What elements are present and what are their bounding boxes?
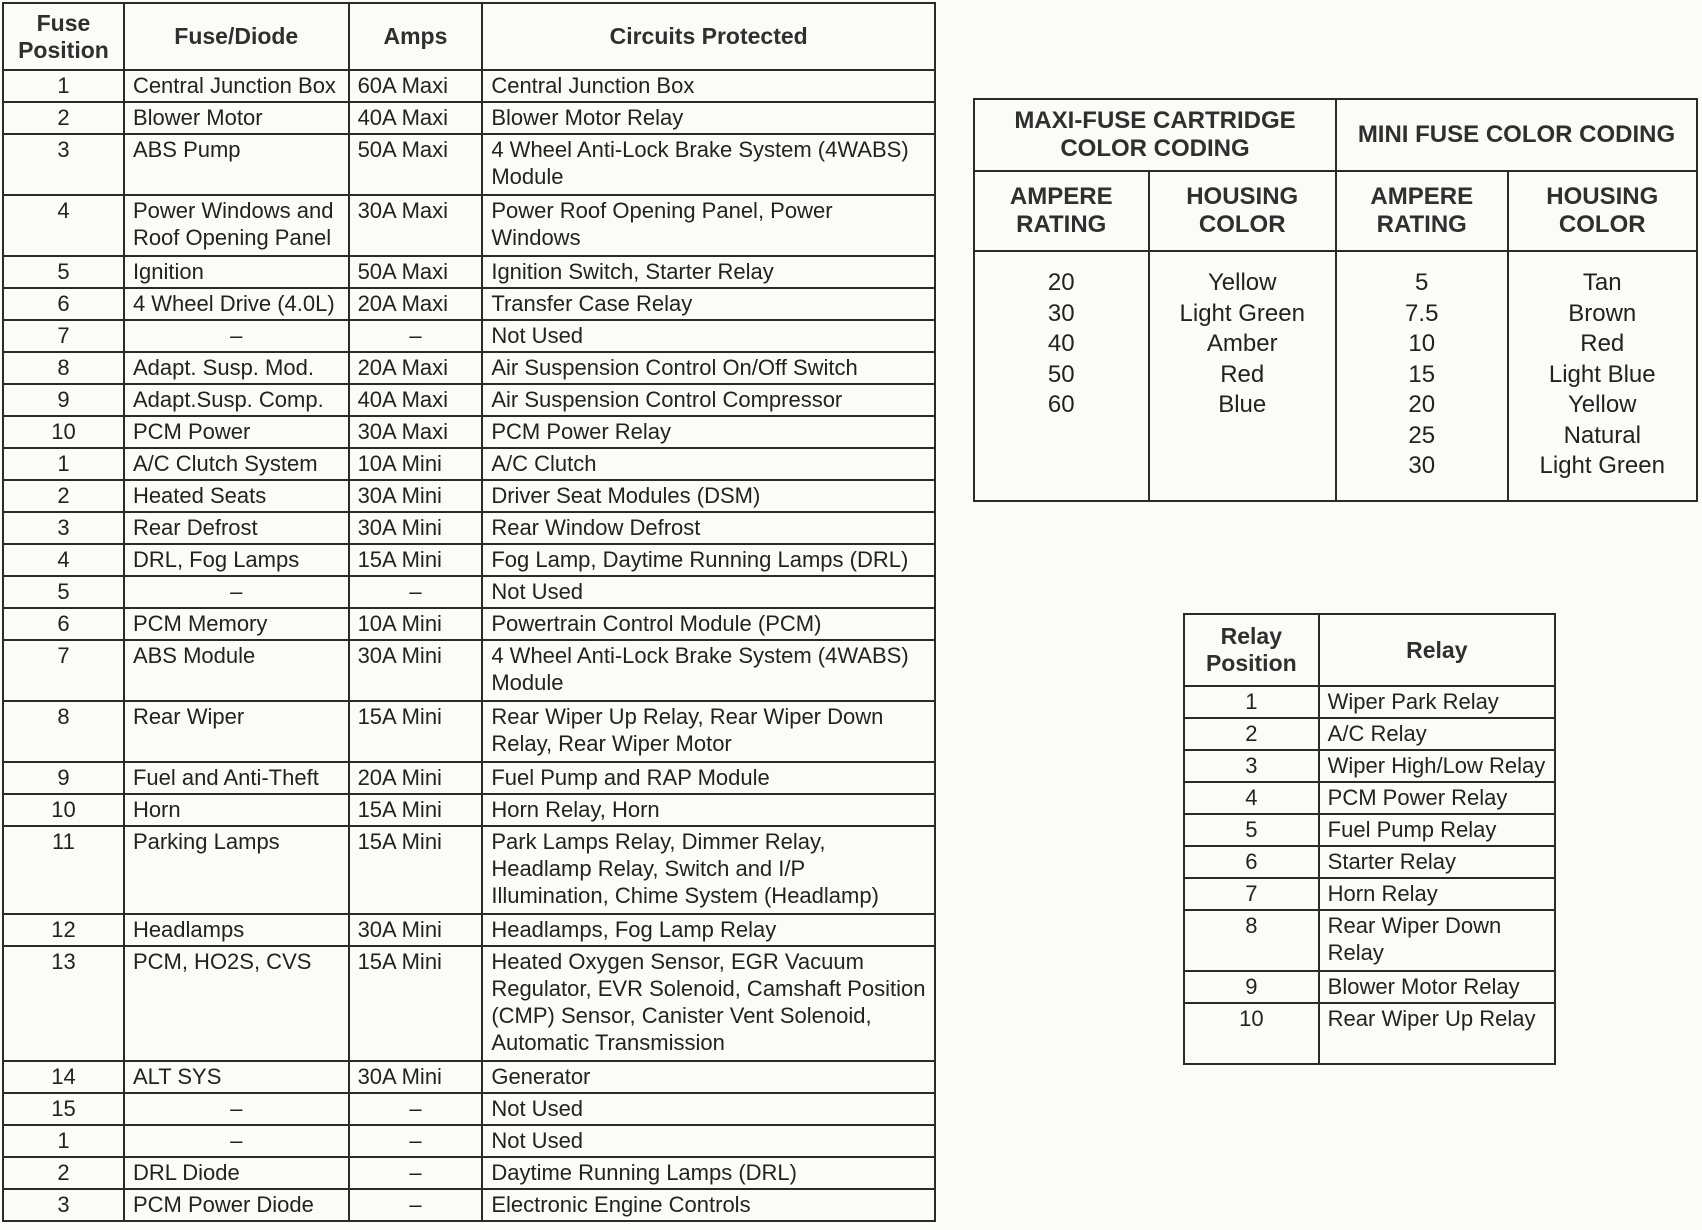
fuse-row [3, 946, 935, 1061]
relay-name-cell: PCM Power Relay [1319, 782, 1555, 814]
fuse-amps-cell: – [349, 1189, 483, 1221]
relay-position-cell: 5 [1184, 814, 1319, 846]
fuse-amps-cell: – [349, 1157, 483, 1189]
fuse-name-cell: – [124, 1093, 349, 1125]
fuse-position-cell: 1 [3, 70, 124, 102]
circuits-protected-cell: Electronic Engine Controls [482, 1189, 935, 1221]
fuse-amps-cell: – [349, 1093, 483, 1125]
mini-rating-value: 5 [1415, 269, 1429, 296]
fuse-position-cell: 9 [3, 384, 124, 416]
fuse-amps-cell: 15A Mini [349, 826, 483, 914]
color-coding-values-row [974, 251, 1697, 501]
relay-name-cell: Rear Wiper Down Relay [1319, 910, 1555, 971]
fuse-name-cell: DRL Diode [124, 1157, 349, 1189]
mini-color-value: Light Blue [1548, 360, 1656, 388]
fuse-row [3, 256, 935, 288]
fuse-name-cell: PCM, HO2S, CVS [124, 946, 349, 1061]
circuits-protected-cell: Air Suspension Control Compressor [482, 384, 935, 416]
fuse-position-cell: 7 [3, 640, 124, 701]
fuse-amps-cell: 15A Mini [349, 544, 483, 576]
maxi-housing-line2: COLOR [1198, 211, 1286, 238]
fuse-position-cell: 2 [3, 480, 124, 512]
fuse-name-cell: Heated Seats [124, 480, 349, 512]
relay-row [1184, 718, 1555, 750]
maxi-fuse-title [974, 99, 1336, 171]
mini-rating-value: 30 [1408, 452, 1436, 479]
fuse-amps-cell: 30A Mini [349, 640, 483, 701]
fuse-name-cell: Blower Motor [124, 102, 349, 134]
fuse-amps-cell: 30A Maxi [349, 195, 483, 256]
fuse-row [3, 1093, 935, 1125]
fuse-row [3, 416, 935, 448]
circuits-protected-cell: Ignition Switch, Starter Relay [482, 256, 935, 288]
maxi-color-value: Amber [1206, 330, 1278, 357]
circuits-protected-cell: Powertrain Control Module (PCM) [482, 608, 935, 640]
fuse-row [3, 1061, 935, 1093]
fuse-name-cell: Headlamps [124, 914, 349, 946]
fuse-position-cell: 3 [3, 134, 124, 195]
fuse-amps-cell: 15A Mini [349, 794, 483, 826]
maxi-fuse-title-line1: MAXI-FUSE CARTRIDGE [1014, 107, 1296, 134]
fuse-row [3, 762, 935, 794]
fuse-name-cell: – [124, 576, 349, 608]
header-fuse-diode: Fuse/Diode [124, 3, 349, 70]
fuse-amps-cell: 40A Maxi [349, 384, 483, 416]
mini-housing-line1: HOUSING [1546, 183, 1659, 210]
relay-name-cell: Wiper High/Low Relay [1319, 750, 1555, 782]
relay-name-cell: Horn Relay [1319, 878, 1555, 910]
fuse-amps-cell: 50A Maxi [349, 256, 483, 288]
circuits-protected-cell: Rear Wiper Up Relay, Rear Wiper Down Relay, Rear Wiper Motor [482, 701, 935, 762]
mini-housing-header [1508, 171, 1698, 251]
circuits-protected-cell: A/C Clutch [482, 448, 935, 480]
header-amps: Amps [349, 3, 483, 70]
circuits-protected-cell: Central Junction Box [482, 70, 935, 102]
fuse-name-cell: Rear Defrost [124, 512, 349, 544]
relay-position-cell: 8 [1184, 910, 1319, 971]
fuse-row [3, 826, 935, 914]
fuse-position-cell: 8 [3, 701, 124, 762]
mini-ampere-line1: AMPERE [1370, 183, 1474, 210]
fuse-amps-cell: 50A Maxi [349, 134, 483, 195]
maxi-rating-value: 40 [1047, 330, 1075, 357]
maxi-color-value: Light Green [1179, 299, 1305, 327]
fuse-amps-cell: 30A Mini [349, 1061, 483, 1093]
relay-row [1184, 814, 1555, 846]
fuse-position-cell: 5 [3, 256, 124, 288]
fuse-amps-cell: 40A Maxi [349, 102, 483, 134]
fuse-row [3, 480, 935, 512]
fuse-row [3, 701, 935, 762]
mini-color-value: Yellow [1568, 391, 1637, 418]
mini-rating-value: 7.5 [1405, 299, 1439, 327]
fuse-name-cell: DRL, Fog Lamps [124, 544, 349, 576]
circuits-protected-cell: Heated Oxygen Sensor, EGR Vacuum Regulator, EVR Solenoid, Camshaft Position (CMP) Sensor, Canister Vent Solenoid, Automatic Transmission [482, 946, 935, 1061]
fuse-name-cell: ABS Module [124, 640, 349, 701]
fuse-row [3, 1125, 935, 1157]
relay-name-cell: Rear Wiper Up Relay [1319, 1003, 1555, 1064]
maxi-rating-column [974, 251, 1149, 501]
maxi-color-value: Yellow [1207, 269, 1277, 296]
fuse-position-cell: 14 [3, 1061, 124, 1093]
fuse-position-cell: 11 [3, 826, 124, 914]
relay-row [1184, 878, 1555, 910]
fuse-row [3, 195, 935, 256]
circuits-protected-cell: Generator [482, 1061, 935, 1093]
circuits-protected-cell: PCM Power Relay [482, 416, 935, 448]
fuse-position-cell: 6 [3, 288, 124, 320]
relay-row [1184, 686, 1555, 718]
fuse-position-cell: 12 [3, 914, 124, 946]
circuits-protected-cell: Headlamps, Fog Lamp Relay [482, 914, 935, 946]
fuse-amps-cell: 15A Mini [349, 701, 483, 762]
header-circuits-protected: Circuits Protected [482, 3, 935, 70]
relay-table [1183, 613, 1556, 1065]
mini-rating-column [1336, 251, 1508, 501]
fuse-position-cell: 15 [3, 1093, 124, 1125]
fuse-amps-cell: – [349, 1125, 483, 1157]
mini-housing-line2: COLOR [1558, 211, 1646, 238]
fuse-amps-cell: 15A Mini [349, 946, 483, 1061]
fuse-row [3, 914, 935, 946]
fuse-amps-cell: 30A Mini [349, 480, 483, 512]
fuse-row [3, 1189, 935, 1221]
fuse-row [3, 576, 935, 608]
fuse-amps-cell: 30A Maxi [349, 416, 483, 448]
fuse-table-header [3, 3, 935, 70]
circuits-protected-cell: Daytime Running Lamps (DRL) [482, 1157, 935, 1189]
fuse-position-cell: 1 [3, 448, 124, 480]
circuits-protected-cell: Rear Window Defrost [482, 512, 935, 544]
fuse-name-cell: Adapt.Susp. Comp. [124, 384, 349, 416]
mini-fuse-title: MINI FUSE COLOR CODING [1336, 99, 1697, 171]
maxi-rating-value: 20 [1047, 269, 1075, 296]
header-relay-position [1184, 614, 1319, 686]
fuse-row [3, 102, 935, 134]
maxi-ampere-line1: AMPERE [1009, 183, 1113, 210]
fuse-row [3, 70, 935, 102]
maxi-rating-value: 60 [1047, 391, 1075, 418]
fuse-row [3, 352, 935, 384]
fuse-row [3, 640, 935, 701]
mini-color-column [1508, 251, 1698, 501]
fuse-amps-cell: 20A Mini [349, 762, 483, 794]
circuits-protected-cell: Horn Relay, Horn [482, 794, 935, 826]
circuits-protected-cell: 4 Wheel Anti-Lock Brake System (4WABS) Module [482, 134, 935, 195]
fuse-row [3, 608, 935, 640]
relay-position-cell: 9 [1184, 971, 1319, 1003]
fuse-name-cell: PCM Power [124, 416, 349, 448]
maxi-rating-value: 50 [1047, 360, 1075, 388]
fuse-position-cell: 8 [3, 352, 124, 384]
mini-color-value: Natural [1563, 421, 1641, 449]
fuse-name-cell: – [124, 320, 349, 352]
fuse-name-cell: Central Junction Box [124, 70, 349, 102]
mini-ampere-line2: RATING [1376, 211, 1467, 238]
relay-position-cell: 1 [1184, 686, 1319, 718]
maxi-rating-value: 30 [1047, 299, 1075, 327]
header-fuse-position-line1: Fuse [36, 9, 91, 36]
relay-row [1184, 750, 1555, 782]
mini-rating-value: 20 [1408, 391, 1436, 418]
fuse-name-cell: PCM Memory [124, 608, 349, 640]
mini-rating-value: 10 [1408, 330, 1436, 357]
fuse-amps-cell: – [349, 576, 483, 608]
circuits-protected-cell: Not Used [482, 320, 935, 352]
maxi-color-column [1149, 251, 1336, 501]
fuse-amps-cell: 20A Maxi [349, 352, 483, 384]
relay-row [1184, 846, 1555, 878]
fuse-position-cell: 10 [3, 416, 124, 448]
fuse-position-cell: 9 [3, 762, 124, 794]
mini-color-value: Tan [1582, 269, 1622, 296]
maxi-housing-header [1149, 171, 1336, 251]
color-coding-table [973, 98, 1698, 502]
relay-name-cell: Wiper Park Relay [1319, 686, 1555, 718]
fuse-name-cell: Power Windows and Roof Opening Panel [124, 195, 349, 256]
mini-color-value: Light Green [1539, 452, 1665, 479]
fuse-name-cell: Rear Wiper [124, 701, 349, 762]
circuits-protected-cell: Driver Seat Modules (DSM) [482, 480, 935, 512]
fuse-row [3, 512, 935, 544]
circuits-protected-cell: Not Used [482, 1125, 935, 1157]
relay-position-cell: 7 [1184, 878, 1319, 910]
fuse-amps-cell: 10A Mini [349, 608, 483, 640]
circuits-protected-cell: Power Roof Opening Panel, Power Windows [482, 195, 935, 256]
fuse-name-cell: A/C Clutch System [124, 448, 349, 480]
fuse-row [3, 794, 935, 826]
relay-row [1184, 971, 1555, 1003]
fuse-position-cell: 3 [3, 1189, 124, 1221]
mini-rating-value: 15 [1408, 360, 1436, 388]
relay-position-cell: 2 [1184, 718, 1319, 750]
fuse-row [3, 320, 935, 352]
fuse-name-cell: – [124, 1125, 349, 1157]
maxi-color-value: Red [1220, 360, 1265, 388]
fuse-amps-cell: – [349, 320, 483, 352]
circuits-protected-cell: Transfer Case Relay [482, 288, 935, 320]
fuse-position-cell: 7 [3, 320, 124, 352]
relay-name-cell: A/C Relay [1319, 718, 1555, 750]
fuse-row [3, 384, 935, 416]
fuse-position-cell: 1 [3, 1125, 124, 1157]
fuse-position-cell: 2 [3, 1157, 124, 1189]
fuse-amps-cell: 20A Maxi [349, 288, 483, 320]
relay-position-cell: 4 [1184, 782, 1319, 814]
fuse-name-cell: Ignition [124, 256, 349, 288]
relay-name-cell: Blower Motor Relay [1319, 971, 1555, 1003]
mini-color-value: Brown [1568, 299, 1637, 327]
fuse-name-cell: Parking Lamps [124, 826, 349, 914]
relay-position-cell: 3 [1184, 750, 1319, 782]
relay-row [1184, 1003, 1555, 1064]
fuse-name-cell: Horn [124, 794, 349, 826]
fuse-position-cell: 2 [3, 102, 124, 134]
fuse-position-cell: 10 [3, 794, 124, 826]
fuse-position-cell: 4 [3, 544, 124, 576]
fuse-row [3, 448, 935, 480]
fuse-row [3, 134, 935, 195]
maxi-housing-line1: HOUSING [1186, 183, 1299, 210]
color-coding-title-row [974, 99, 1697, 171]
fuse-position-cell: 4 [3, 195, 124, 256]
fuse-name-cell: ABS Pump [124, 134, 349, 195]
relay-name-cell: Fuel Pump Relay [1319, 814, 1555, 846]
fuse-amps-cell: 30A Mini [349, 512, 483, 544]
relay-table-header [1184, 614, 1555, 686]
fuse-row [3, 288, 935, 320]
relay-row [1184, 910, 1555, 971]
maxi-ampere-line2: RATING [1016, 211, 1107, 238]
relay-table-body [1184, 686, 1555, 1064]
fuse-position-cell: 13 [3, 946, 124, 1061]
circuits-protected-cell: Fog Lamp, Daytime Running Lamps (DRL) [482, 544, 935, 576]
fuse-name-cell: PCM Power Diode [124, 1189, 349, 1221]
relay-position-cell: 10 [1184, 1003, 1319, 1064]
circuits-protected-cell: Fuel Pump and RAP Module [482, 762, 935, 794]
fuse-table [2, 2, 936, 1222]
maxi-color-value: Blue [1218, 391, 1267, 418]
mini-rating-value: 25 [1408, 421, 1436, 449]
fuse-position-cell: 3 [3, 512, 124, 544]
circuits-protected-cell: Blower Motor Relay [482, 102, 935, 134]
fuse-name-cell: ALT SYS [124, 1061, 349, 1093]
fuse-table-body [3, 70, 935, 1221]
relay-position-cell: 6 [1184, 846, 1319, 878]
fuse-row [3, 544, 935, 576]
mini-ampere-header [1336, 171, 1508, 251]
circuits-protected-cell: 4 Wheel Anti-Lock Brake System (4WABS) Module [482, 640, 935, 701]
fuse-position-cell: 5 [3, 576, 124, 608]
header-relay: Relay [1319, 614, 1555, 686]
fuse-name-cell: Adapt. Susp. Mod. [124, 352, 349, 384]
maxi-fuse-title-line2: COLOR CODING [1060, 135, 1250, 162]
fuse-amps-cell: 30A Mini [349, 914, 483, 946]
fuse-name-cell: 4 Wheel Drive (4.0L) [124, 288, 349, 320]
circuits-protected-cell: Not Used [482, 576, 935, 608]
color-coding-subheader-row [974, 171, 1697, 251]
circuits-protected-cell: Not Used [482, 1093, 935, 1125]
fuse-amps-cell: 60A Maxi [349, 70, 483, 102]
fuse-amps-cell: 10A Mini [349, 448, 483, 480]
mini-color-value: Red [1580, 330, 1625, 357]
maxi-ampere-header [974, 171, 1149, 251]
relay-row [1184, 782, 1555, 814]
header-fuse-position-line2: Position [18, 36, 109, 63]
fuse-row [3, 1157, 935, 1189]
circuits-protected-cell: Park Lamps Relay, Dimmer Relay, Headlamp Relay, Switch and I/P Illumination, Chime System (Headlamp) [482, 826, 935, 914]
header-fuse-position [3, 3, 124, 70]
header-relay-position-line1: Relay [1220, 623, 1283, 649]
fuse-name-cell: Fuel and Anti-Theft [124, 762, 349, 794]
circuits-protected-cell: Air Suspension Control On/Off Switch [482, 352, 935, 384]
relay-name-cell: Starter Relay [1319, 846, 1555, 878]
fuse-position-cell: 6 [3, 608, 124, 640]
header-relay-position-line2: Position [1205, 650, 1297, 676]
